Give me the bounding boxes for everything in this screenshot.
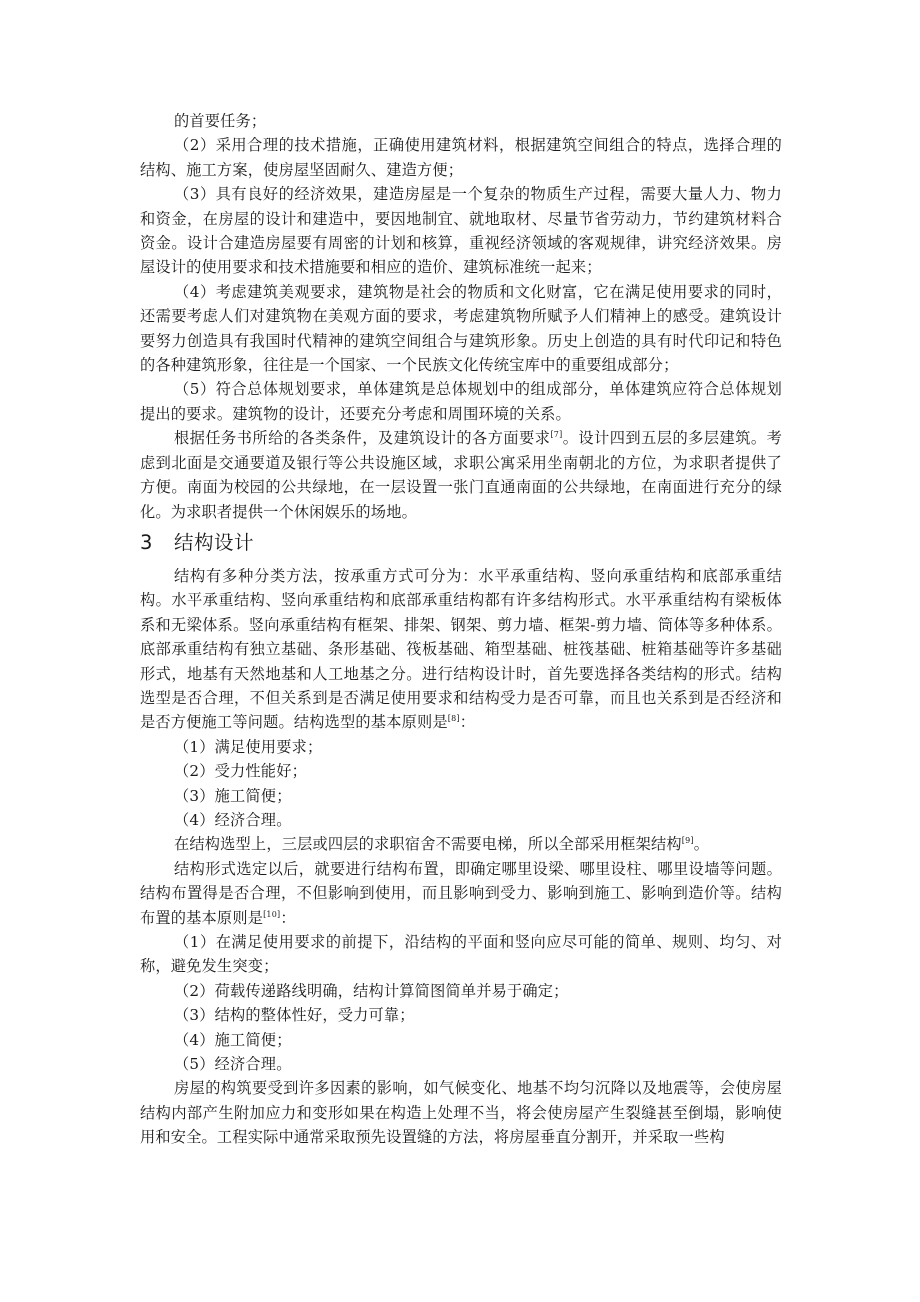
paragraph-text: 结构形式选定以后，就要进行结构布置，即确定哪里设梁、哪里设柱、哪里设墙等问题。结构布置得是否合理，不但影响到使用，而且影响到受力、影响到施工、影响到造价等。结构布置的基本原则是 [140, 859, 782, 927]
paragraph-text: 在结构选型上，三层或四层的求职宿舍不需要电梯，所以全部采用框架结构 [174, 835, 682, 854]
section-heading [140, 528, 782, 558]
list-item: （5）经济合理。 [174, 1055, 292, 1074]
citation: [10] [263, 909, 281, 919]
paragraph-text: 结构有多种分类方法，按承重方式可分为：水平承重结构、竖向承重结构和底部承重结构。水平承重结构、竖向承重结构和底部承重结构都有许多结构形式。水平承重结构有梁板体系和无梁体系。竖向承重结构有框架、排架、钢架、剪力墙、框架-剪力墙、筒体等多种体系。底部承重结构有独立基础、条形基础、筏板基础、箱型基础、桩筏基础、桩箱基础等许多基础形式，地基有天然地基和人工地基之分。进行结构设计时，首先要选择各类结构的形式。结构选型是否合理，不但关系到是否满足使用要求和结构受力是否可靠，而且也关系到是否经济和是否方便施工等问题。结构选型的基本原则是 [140, 566, 782, 732]
citation: [7] [550, 430, 563, 440]
paragraph: 房屋的构筑要受到许多因素的影响，如气候变化、地基不均匀沉降以及地震等，会使房屋结构内部产生附加应力和变形如果在构造上处理不当，将会使房屋产生裂缝甚至倒塌，影响使用和安全。工程实际中通常采取预先设置缝的方法，将房屋垂直分割开，并采取一些构 [140, 1079, 782, 1147]
list-item: （3）结构的整体性好，受力可靠； [174, 1006, 415, 1025]
section-number: 3 [140, 530, 153, 554]
citation: [9] [681, 836, 694, 846]
list-item: （1）在满足使用要求的前提下，沿结构的平面和竖向应尽可能的简单、规则、均匀、对称，避免发生突变； [140, 933, 782, 976]
citation: [8] [447, 714, 460, 724]
list-item: （2）荷载传递路线明确，结构计算简图简单并易于确定； [174, 981, 569, 1000]
list-item: （2）采用合理的技术措施，正确使用建筑材料，根据建筑空间组合的特点，选择合理的结构、施工方案，使房屋坚固耐久、建造方便； [140, 136, 782, 179]
document-page [140, 109, 782, 1150]
paragraph-text: ： [459, 713, 476, 732]
section-title: 结构设计 [174, 530, 255, 554]
paragraph [140, 857, 782, 930]
list-item: （4）考虑建筑美观要求，建筑物是社会的物质和文化财富，它在满足使用要求的同时，还需要考虑人们对建筑物在美观方面的要求，考虑建筑物所赋予人们精神上的感受。建筑设计要努力创造具有我国时代精神的建筑空间组合与建筑形象。历史上创造的具有时代印记和特色的各种建筑形象，往往是一个国家、一个民族文化传统宝库中的重要组成部分； [140, 282, 782, 375]
paragraph [140, 426, 782, 524]
paragraph [140, 564, 782, 735]
list-item: （3）施工简便； [174, 786, 292, 805]
paragraph-text: 。 [693, 835, 710, 854]
paragraph-text: 。设计四到五层的多层建筑。考虑到北面是交通要道及银行等公共设施区域，求职公寓采用坐南朝北的方位，为求职者提供了方便。南面为校园的公共绿地，在一层设置一张门直通南面的公共绿地，在南面进行充分的绿化。为求职者提供一个休闲娱乐的场地。 [140, 429, 782, 521]
list-item: （4）施工简便； [174, 1030, 292, 1049]
paragraph-text: ： [280, 908, 296, 927]
paragraph-text: 根据任务书所给的各类条件，及建筑设计的各方面要求 [174, 429, 551, 448]
list-item: （3）具有良好的经济效果，建造房屋是一个复杂的物质生产过程，需要大量人力、物力和资金，在房屋的设计和建造中，要因地制宜、就地取材、尽量节省劳动力，节约建筑材料合资金。设计合建造房屋要有周密的计划和核算，重视经济领域的客观规律，讲究经济效果。房屋设计的使用要求和技术措施要和相应的造价、建筑标准统一起来； [140, 185, 782, 277]
paragraph [140, 832, 782, 856]
list-item: （5）符合总体规划要求，单体建筑是总体规划中的组成部分，单体建筑应符合总体规划提出的要求。建筑物的设计，还要充分考虑和周围环境的关系。 [140, 380, 782, 423]
list-item: （4）经济合理。 [174, 810, 292, 829]
paragraph-continuation: 的首要任务； [174, 112, 267, 130]
list-item: （2）受力性能好； [174, 762, 307, 781]
list-item: （1）满足使用要求； [174, 737, 323, 756]
